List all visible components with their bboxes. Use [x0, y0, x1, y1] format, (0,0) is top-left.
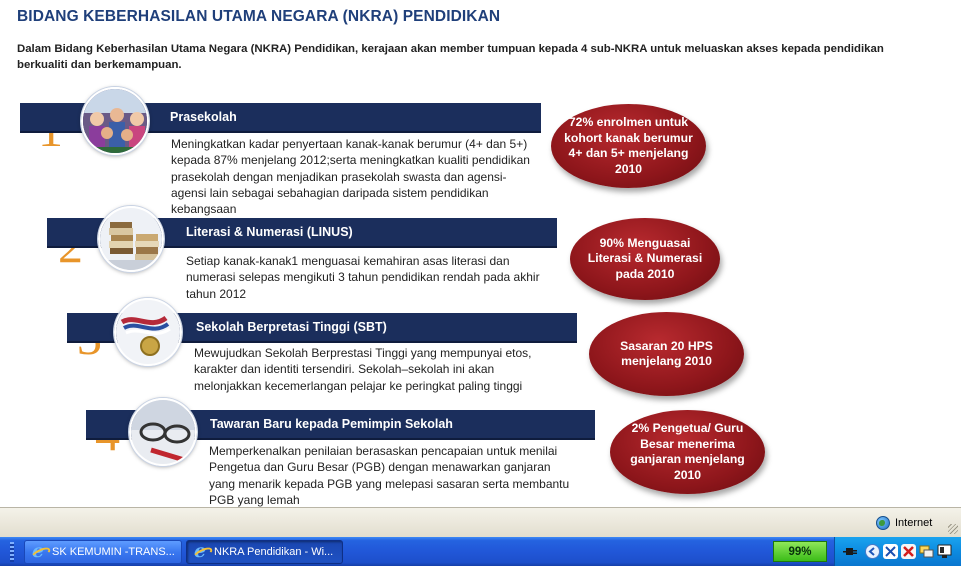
globe-icon [876, 516, 890, 530]
intro-text: Dalam Bidang Keberhasilan Utama Negara (NKRA) Pendidikan, kerajaan akan member tumpuan kepada 4 sub-NKRA untuk meluaskan akses kepada pendidikan berkualiti dan berkemampuan. [17, 43, 884, 71]
item-1-target-oval [551, 104, 706, 188]
item-4-heading: Tawaran Baru kepada Pemimpin Sekolah [210, 417, 453, 431]
books-stack-photo [98, 206, 164, 272]
item-1-target: 72% enrolmen untuk kohort kanak berumur 4+ dan 5+ menjelang 2010 [564, 115, 693, 176]
internet-explorer-icon [193, 544, 209, 560]
taskbar-button-label: NKRA Pendidikan - Wi... [214, 546, 334, 558]
resize-grip[interactable] [948, 524, 958, 534]
taskbar-button-nkra[interactable] [186, 540, 343, 564]
taskbar [0, 537, 961, 566]
internet-explorer-icon [31, 544, 47, 560]
item-3-target-oval [589, 312, 744, 396]
item-4-target-oval [610, 410, 765, 494]
page-title: BIDANG KEBERHASILAN UTAMA NEGARA (NKRA) PENDIDIKAN [17, 8, 501, 25]
power-plug-icon[interactable] [843, 544, 858, 559]
battery-indicator[interactable]: 99% [773, 541, 827, 562]
network-icon[interactable] [919, 544, 934, 559]
item-3-target: Sasaran 20 HPS menjelang 2010 [620, 338, 713, 368]
item-1-heading: Prasekolah [170, 110, 237, 124]
browser-status-bar [0, 507, 961, 537]
item-1-description: Meningkatkan kadar penyertaan kanak-kanak berumur (4+ dan 5+) kepada 87% menjelang 2012;serta meningkatkan kualiti pendidikan prasekolah dengan menjadikan prasekolah swasta dan agensi-agensi lain sebagai sebahagian daripada sistem pendidikan kebangsaan [171, 137, 530, 217]
taskbar-grip[interactable] [10, 542, 14, 562]
glasses-pen-photo [129, 398, 197, 466]
antivirus-icon[interactable] [901, 544, 916, 559]
back-arrow-icon[interactable] [865, 544, 880, 559]
item-2-heading: Literasi & Numerasi (LINUS) [186, 225, 353, 239]
item-2-target: 90% Menguasai Literasi & Numerasi pada 2010 [587, 235, 703, 281]
x-close-icon[interactable] [883, 544, 898, 559]
item-3-heading: Sekolah Berpretasi Tinggi (SBT) [196, 320, 387, 334]
item-3-description: Mewujudkan Sekolah Berprestasi Tinggi yang mempunyai etos, karakter dan identiti tersendiri. Sekolah–sekolah ini akan melonjakkan kecemerlangan pelajar ke peringkat paling tinggi [194, 346, 532, 393]
item-2-target-oval [570, 218, 720, 300]
system-tray [834, 537, 961, 566]
taskbar-button-label: SK KEMUMIN -TRANS... [52, 546, 175, 558]
preschool-children-photo [81, 87, 149, 155]
zone-label: Internet [895, 517, 933, 529]
item-2-description: Setiap kanak-kanak1 menguasai kemahiran asas literasi dan numerasi selepas mengikuti 3 tahun pendidikan rendah pada akhir tahun 2012 [186, 254, 540, 301]
item-4-description: Memperkenalkan penilaian berasaskan pencapaian untuk menilai Pengetua dan Guru Besar (PGB) dengan menawarkan ganjaran yang menarik kepada PGB yang melepasi sasaran serta membantu PGB yang lemah [209, 444, 570, 507]
taskbar-button-sk-kemumin[interactable] [24, 540, 182, 564]
display-icon[interactable] [937, 544, 952, 559]
security-zone[interactable] [876, 516, 932, 530]
item-4-target: 2% Pengetua/ Guru Besar menerima ganjaran menjelang 2010 [630, 421, 745, 482]
medal-ribbon-photo [114, 298, 182, 366]
